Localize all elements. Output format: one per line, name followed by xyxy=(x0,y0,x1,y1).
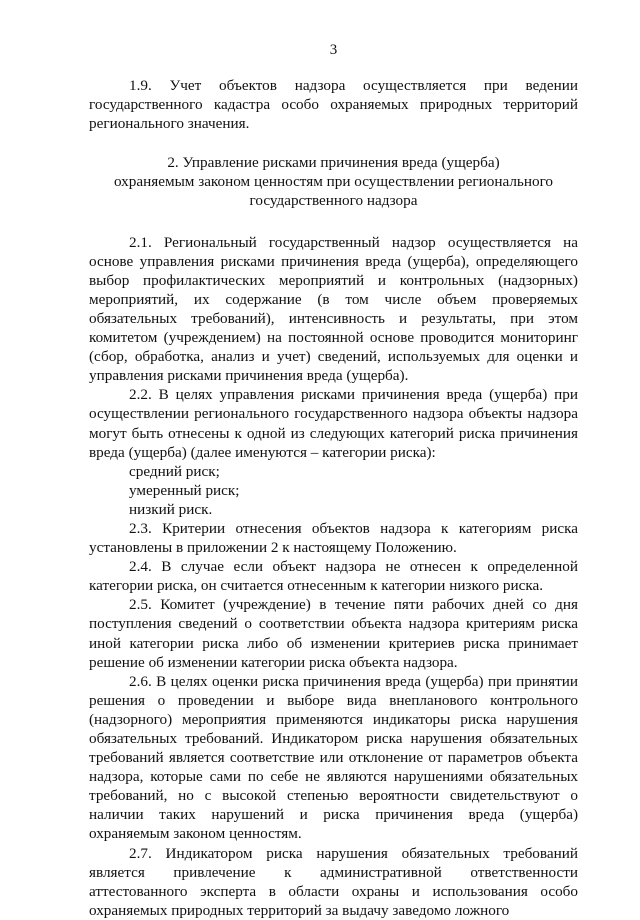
paragraph-1-9: 1.9. Учет объектов надзора осуществляется при ведении государственного кадастра особо охраняемых природных территорий регионального значения. xyxy=(89,77,578,133)
section-heading xyxy=(89,153,578,210)
risk-category-item: низкий риск. xyxy=(129,500,213,518)
paragraph-2-5: 2.5. Комитет (учреждение) в течение пяти рабочих дней со дня поступления сведений о соответствии объекта надзора критериям риска иной категории риска либо об изменении критериев риска принимает решение об изменении категории риска объекта надзора. xyxy=(89,596,578,671)
paragraph-2-6: 2.6. В целях оценки риска причинения вреда (ущерба) при принятии решения о проведении и выборе вида внепланового контрольного (надзорного) мероприятия применяются индикаторы риска нарушения обязательных требований. Индикатором риска нарушения обязательных требований является соответствие или отклонение от параметров объекта надзора, которые сами по себе не являются нарушениями обязательных требований, но с высокой степенью вероятности свидетельствуют о наличии таких нарушений и риска причинения вреда (ущерба) охраняемым законом ценностям. xyxy=(89,672,578,843)
risk-category-item: средний риск; xyxy=(129,462,220,480)
paragraph-2-7: 2.7. Индикатором риска нарушения обязательных требований является привлечение к административной ответственности аттестованного эксперта в области охраны и использования особо охраняемых природных территорий за выдачу заведомо ложного xyxy=(89,844,578,919)
paragraph-2-1: 2.1. Региональный государственный надзор осуществляется на основе управления рисками причинения вреда (ущерба), определяющего выбор профилактических мероприятий и контрольных (надзорных) мероприятий, их содержание (в том числе объем проверяемых обязательных требований), интенсивность и результаты, при этом комитетом (учреждением) на постоянной основе проводится мониторинг (сбор, обработка, анализ и учет) сведений, используемых для оценки и управления рисками причинения вреда (ущерба). xyxy=(89,233,578,385)
paragraph-2-3: 2.3. Критерии отнесения объектов надзора к категориям риска установлены в приложении 2 к настоящему Положению. xyxy=(89,519,578,557)
section-heading-line-2: охраняемым законом ценностям при осуществлении регионального xyxy=(113,173,554,191)
risk-category-item: умеренный риск; xyxy=(129,481,240,499)
paragraph-2-2: 2.2. В целях управления рисками причинения вреда (ущерба) при осуществлении регионального государственного надзора объекты надзора могут быть отнесены к одной из следующих категорий риска причинения вреда (ущерба) (далее именуются – категории риска): xyxy=(89,386,578,461)
section-heading-line-1: 2. Управление рисками причинения вреда (ущерба) xyxy=(167,154,500,172)
paragraph-2-4: 2.4. В случае если объект надзора не отнесен к определенной категории риска, он считается отнесенным к категории низкого риска. xyxy=(89,558,578,595)
section-heading-line-3: государственного надзора xyxy=(249,192,418,210)
page-number: 3 xyxy=(329,42,338,58)
